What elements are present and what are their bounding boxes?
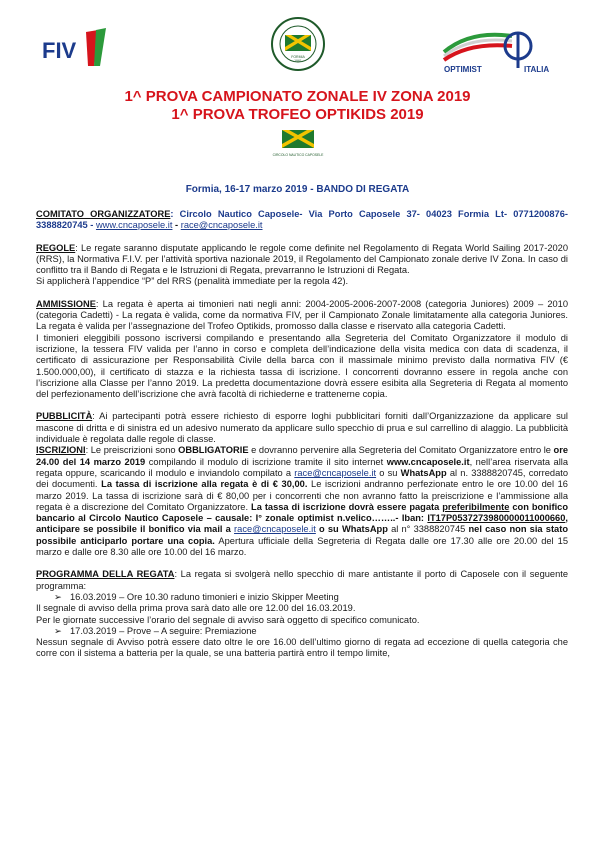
iscrizioni-t13: Le iscrizioni andranno perfezionate entro le ore 10.00 del 16 marzo 2019. La tassa di iscrizione sarà di € 80,00 per i concorrenti che non avranno fatto la preiscrizione e l’ammissione alla regata è a discrezione del Comitato Organizzatore. (36, 479, 568, 512)
club-logo-sub: FORMIA (291, 55, 305, 59)
iscrizioni-copia: nel caso non sia stato possibile anticiparlo portare una copia. (36, 524, 568, 546)
iscrizioni-apertura: Apertura ufficiale della Segreteria di Regata dalle ore 17.30 alle ore 20.00 del 15 marzo e dalle ore 8.30 alle ore 10.00 del 16 marzo. (36, 535, 568, 558)
pubblicita-text: : Ai partecipanti potrà essere richiesto di esporre loghi pubblicitari forniti dall’Organizzazione da applicare sul mascone di dritta e di sinistra ed un adesivo numerato da applicare sullo specchio di prua e sul carrellino di alaggio. La pubblicità individuale è regolata dalle regole di classe. (36, 411, 568, 445)
iscrizioni-tassa: La tassa di iscrizione alla regata è di € 30,00. (101, 479, 308, 490)
comitato-text: : Circolo Nautico Caposele- Via Porto Caposele 37- 04023 Formia Lt- 0771200876- 3388820745 - (36, 209, 568, 231)
iscrizioni-whatsapp: WhatsApp (400, 467, 447, 478)
iscrizioni-deadline: ore 24.00 del 14 marzo 2019 (36, 445, 568, 467)
ammissione-text2: I timonieri eleggibili possono iscriversi compilando e presentando alla Segreteria del Comitato Organizzatore il modulo di iscrizione, la tessera FIV valida per l’anno in corso e completa dell’indicazione della visita medica con data di scadenza, il certificato di assicurazione per Responsabilità Civile della barca con il massimale minimo previsto dalla normativa FIV (€ 1.500.000,00), il certificato di stazza e la richiesta tassa di iscrizione. I concorrenti dovranno essere in regola anche con l’iscrizione alla Classe per l’anno 2019. La predetta documentazione dovrà essere esibita alla Segreteria di Regata al momento del perfezionamento dell’iscrizione che avrà facoltà di richiederne e trattenerne copia. (36, 332, 568, 400)
subtitle-bando: Formia, 16-17 marzo 2019 - BANDO DI REGATA (185, 184, 410, 195)
iscrizioni-iban: IT17P0537273980000011000660 (427, 513, 566, 524)
email-link[interactable]: race@cncaposele.it (180, 220, 263, 231)
iscrizioni-t22: al n° 3388820745 (387, 524, 469, 535)
club-burgee-small-logo (272, 128, 324, 158)
regole-label: REGOLE (36, 242, 76, 253)
programma-line-3: Nessun segnale di Avviso potrà essere dato oltre le ore 16.00 dell’ultimo giorno di regata ad eccezione di quella categoria che corre con il sistema a batteria per la quale, se una batteria partirà entro il tempo limite, (36, 637, 568, 659)
fiv-logo (40, 28, 110, 68)
iscrizioni-t1: : Le preiscrizioni sono (85, 445, 179, 456)
document-body (36, 209, 568, 660)
iscrizioni-t14: La tassa di iscrizione dovrà essere pagata (251, 501, 443, 512)
programma-item-1-text: 16.03.2019 – Ore 10.30 raduno timonieri e inizio Skipper Meeting (70, 591, 339, 602)
iscrizioni-t7: , nell’area riservata alla regata oppure, scaricando il modulo e inviandolo compilato a (36, 456, 568, 478)
iscrizioni-t5: compilando il modulo di iscrizione tramite il sito internet (145, 456, 387, 467)
section-iscrizioni (36, 445, 568, 558)
club-logo-year: 1961 (294, 59, 302, 63)
site-link[interactable]: www.cncaposele.it (95, 220, 173, 231)
club-burgee-logo (270, 16, 326, 72)
fiv-logo-text: FIV (42, 38, 77, 63)
iscrizioni-obbligatorie: OBBLIGATORIE (178, 445, 249, 456)
programma-item-2-text: 17.03.2019 – Prove – A seguire: Premiazione (70, 625, 257, 636)
section-programma (36, 569, 568, 592)
comitato-label: COMITATO ORGANIZZATORE (36, 209, 171, 219)
programma-item-2 (36, 626, 568, 637)
iscrizioni-t11: al n. 3388820745, corredato dei documenti. (36, 467, 568, 490)
section-comitato (36, 209, 568, 232)
pubblicita-label: PUBBLICITÀ (36, 411, 93, 422)
programma-intro: : La regata si svolgerà nello specchio di mare antistante il porto di Caposele con il seguente programma: (36, 569, 569, 591)
optimist-italia-logo (440, 26, 550, 74)
iscrizioni-email-link-2[interactable]: race@cncaposele.it (234, 524, 316, 535)
section-ammissione (36, 299, 568, 333)
iscrizioni-bonifico: con bonifico bancario al Circolo Nautico Caposele – causale: I° zonale optimist n.velico……..- Iban: (36, 501, 569, 524)
iscrizioni-preferibilmente: preferibilmente (442, 501, 510, 512)
title-campionato: 1^ PROVA CAMPIONATO ZONALE IV ZONA 2019 (124, 88, 471, 105)
small-logo-caption: CIRCOLO NAUTICO CAPOSELE (272, 153, 324, 157)
programma-item-1 (36, 592, 568, 603)
iscrizioni-t20: o su (315, 524, 342, 535)
programma-line-2: Per le giornate successive l’orario del segnale di avviso sarà oggetto di specifico comunicato. (36, 614, 420, 625)
ammissione-text: : La regata è aperta ai timonieri nati negli anni: 2004-2005-2006-2007-2008 (categoria Juniores) 2009 – 2010 (categoria Cadetti) - La regata è valida, come da normativa FIV, per il Campionato Zonale limitatamente alla categoria Juniores. La regata è valida per l’assegnazione del Trofeo Optikids, promosso dalla classe e riservato alla categoria Cadetti. (36, 298, 568, 332)
section-regole (36, 243, 568, 277)
iscrizioni-t18: , anticipare se possibile il bonifico via mail a (36, 513, 568, 535)
comitato-sep: - (172, 220, 181, 231)
programma-label: PROGRAMMA DELLA REGATA (36, 569, 175, 580)
iscrizioni-email-link[interactable]: race@cncaposele.it (294, 467, 377, 478)
iscrizioni-t3: e dovranno pervenire alla Segreteria del Comitato Organizzatore entro le (248, 445, 554, 456)
iscrizioni-label: ISCRIZIONI (36, 445, 86, 456)
iscrizioni-t9: o su (376, 467, 401, 478)
iscrizioni-site: www.cncaposele.it (386, 456, 470, 467)
programma-line-1: Il segnale di avviso della prima prova sarà dato alle ore 12.00 del 16.03.2019. (36, 603, 356, 614)
iscrizioni-whatsapp-2: WhatsApp (341, 524, 388, 535)
regole-text: : Le regate saranno disputate applicando le regole come definite nel Regolamento di Regata World Sailing 2017-2020 (RRS), la Normativa F.I.V. per l’attività sportiva nazionale 2019, il Regolamento del Campionato zonale derive IV Zona. In caso di conflitto tra il Bando di Regata e le Istruzioni di Regata, prevarranno le Istruzioni di Regata. (36, 242, 568, 276)
arrow-bullet-icon: ➢ (54, 625, 62, 636)
ammissione-label: AMMISSIONE (36, 298, 96, 309)
optimist-logo-left: OPTIMIST (444, 65, 482, 74)
section-pubblicita (36, 411, 568, 445)
optimist-logo-right: ITALIA (524, 65, 550, 74)
arrow-bullet-icon: ➢ (54, 591, 62, 602)
title-optikids: 1^ PROVA TROFEO OPTIKIDS 2019 (171, 106, 424, 123)
regole-line2: Si applicherà l’appendice “P” del RRS (penalità immediate per la regola 42). (36, 276, 349, 287)
